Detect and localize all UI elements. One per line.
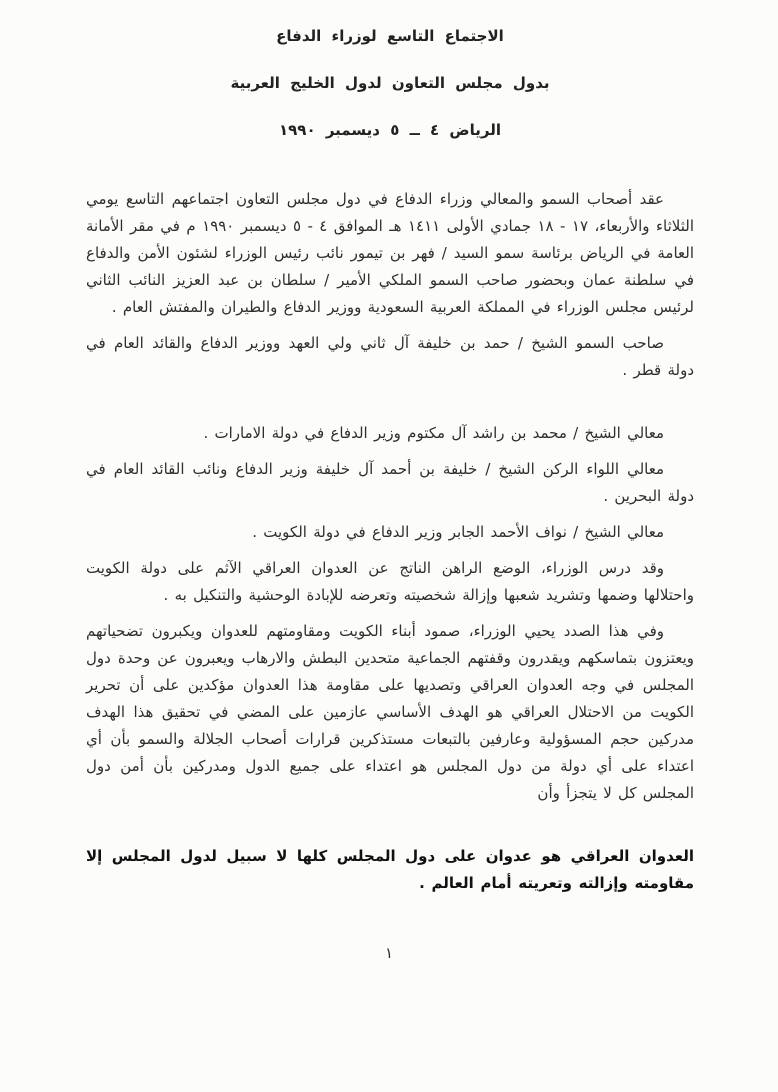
paragraph-opening: عقد أصحاب السمو والمعالي وزراء الدفاع في دول مجلس التعاون اجتماعهم التاسع يومي الثلاثاء والأربعاء، ١٧ - ١٨ جمادي الأولى ١٤١١ هـ الموافق ٤ - ٥ ديسمبر ١٩٩٠ م في مقر الأمانة العامة في الرياض برئاسة سمو السيد / فهر بن تيمور نائب رئيس الوزراء لشئون الأمن والدفاع في سلطنة عمان وبحضور صاحب السمو الملكي الأمير / سلطان بن عبد العزيز النائب الثاني لرئيس مجلس الوزراء في المملكة العربية السعودية ووزير الدفاع والطيران والمفتش العام . [86,190,694,316]
paragraph-qatar-minister: صاحب السمو الشيخ / حمد بن خليفة آل ثاني ولي العهد ووزير الدفاع والقائد العام في دولة قطر . [86,334,694,379]
document-date-line: الرياض ٤ ــ ٥ ديسمبر ١٩٩٠ [279,121,501,139]
paragraph-resolve-statement: وفي هذا الصدد يحيي الوزراء، صمود أبناء الكويت ومقاومتهم للعدوان ويكبرون تضحياتهم ويعتزون بتماسكهم ويقدرون وقفتهم الجماعية متحدين البطش والارهاب ويعبرون عن وحدة دول المجلس في وجه العدوان العراقي وتصديها على مقاومة هذا العدوان مؤكدين على أن تحرير الكويت من الاحتلال العراقي هو الهدف الأساسي عازمين على المضي في تحقيق هذا الهدف مدركين حجم المسؤولية وعارفين بالتبعات مستذكرين قرارات أصحاب الجلالة والسمو بأن أي اعتداء على أي دولة من دول المجلس هو اعتداء على جميع الدول ومدركين بأن أمن دول المجلس كل لا يتجزأ وأن [86,622,694,802]
document-header [86,26,694,140]
paragraph-uae-minister: معالي الشيخ / محمد بن راشد آل مكتوم وزير الدفاع في دولة الامارات . [203,424,664,442]
document-title-line2: بدول مجلس التعاون لدول الخليج العربية [230,74,550,92]
paragraph-bahrain-minister: معالي اللواء الركن الشيخ / خليفة بن أحمد آل خليفة وزير الدفاع ونائب القائد العام في دولة البحرين . [86,460,694,505]
document-body [86,186,694,897]
paragraph-situation-review: وقد درس الوزراء، الوضع الراهن الناتج عن العدوان العراقي الآثم على دولة الكويت واحتلالها وضمها وتشريد شعبها وإزالة شخصيته وتعرضه للإبادة الوحشية والتنكيل به . [86,559,694,604]
page-number: ١ [384,944,394,962]
paragraph-kuwait-minister: معالي الشيخ / نواف الأحمد الجابر وزير الدفاع في دولة الكويت . [252,523,664,541]
document-title-line1: الاجتماع التاسع لوزراء الدفاع [276,27,504,45]
paragraph-aggression-declaration: العدوان العراقي هو عدوان على دول المجلس كلها لا سبيل لدول المجلس إلا مقاومته وإزالته وتعريته أمام العالم . [86,847,694,892]
